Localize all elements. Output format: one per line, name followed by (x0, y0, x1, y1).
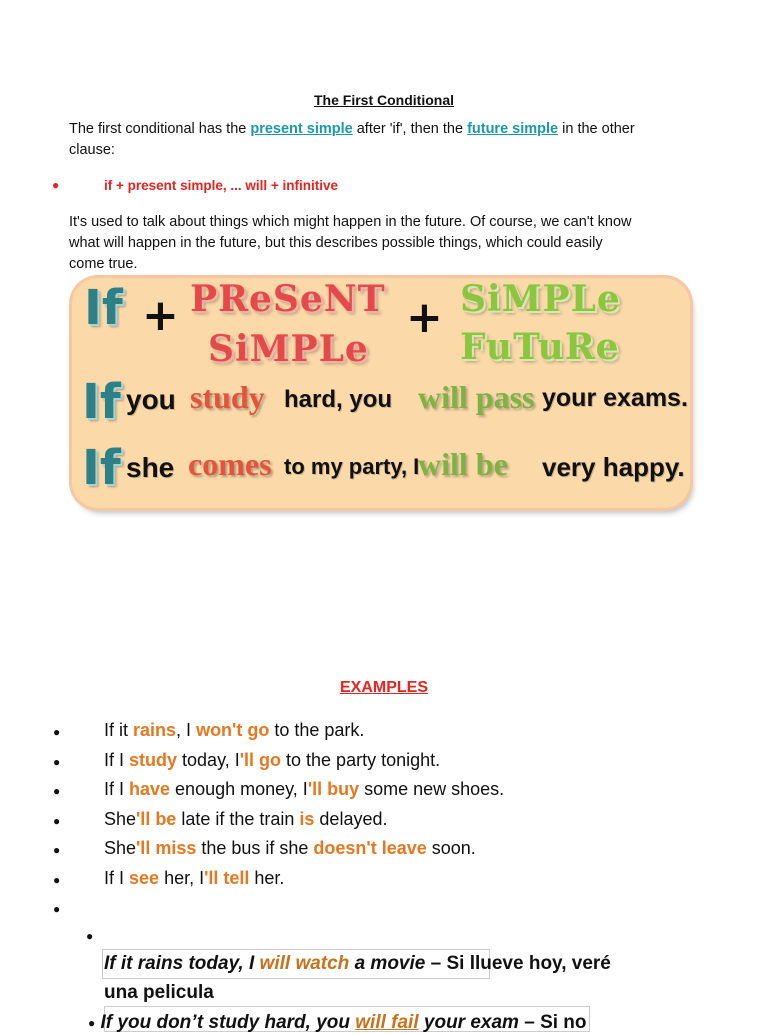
graphic-future: FuTuRe (460, 326, 620, 368)
example-line-3 (88, 1012, 587, 1034)
intro-line-1 (69, 119, 635, 140)
highlighted-verb: 'll buy (307, 779, 360, 799)
highlighted-verb: won't go (196, 720, 270, 740)
example-fragment: to the park. (269, 720, 365, 740)
page-title: The First Conditional (314, 92, 454, 108)
example-text (104, 868, 284, 889)
example-e: Si llueve hoy, veré (446, 953, 611, 974)
highlighted-verb: 'll tell (204, 868, 250, 888)
example-a: If it rains today, I (104, 953, 260, 974)
bullet-dot: ● (53, 784, 61, 798)
example-fragment: her, I (159, 868, 205, 888)
intro-text-c: in the other (558, 121, 635, 137)
highlighted-verb: is (299, 809, 315, 829)
usage-line-3: come true. (69, 256, 138, 272)
graphic-row2-a: she (126, 452, 175, 483)
present-simple-link[interactable]: present simple (250, 121, 353, 137)
bullet-dot: ● (53, 843, 61, 857)
example-text (104, 750, 440, 771)
graphic-present: PReSeNT (190, 278, 386, 320)
example-fragment: , I (176, 720, 197, 740)
nested-bullet: ● (86, 929, 94, 943)
example-b: will watch (259, 953, 350, 974)
example-fragment: She (104, 838, 137, 858)
highlighted-verb: rains (133, 720, 177, 740)
examples-heading: EXAMPLES (339, 679, 428, 696)
intro-text-a: The first conditional has the (69, 121, 251, 137)
example-row (0, 809, 768, 839)
example-fragment: She (104, 809, 137, 829)
example-fragment: If it (104, 720, 134, 740)
example-text (104, 838, 476, 859)
graphic-row2-b: comes (188, 446, 272, 482)
example-row (0, 838, 768, 868)
formula-text: if + present simple, ... will + infinitive (104, 178, 339, 193)
highlighted-verb: 'll go (239, 750, 282, 770)
graphic-row1-d: will pass (418, 379, 535, 415)
graphic-row2-e: very happy. (542, 452, 685, 482)
usage-line-1: It's used to talk about things which might happen in the future. Of course, we can't know (69, 214, 632, 230)
example-fragment: to the party tonight. (281, 750, 441, 770)
example-fragment: delayed. (314, 809, 388, 829)
graphic-row2-d: will be (418, 446, 508, 482)
graphic-simple-green: SiMPLe (460, 278, 621, 320)
bullet-dot: ● (53, 755, 61, 769)
example-text (104, 809, 387, 830)
example-fragment: her. (249, 868, 285, 888)
graphic-simple-red: SiMPLe (208, 328, 369, 370)
graphic-row1-e: your exams. (542, 384, 688, 412)
example-fragment: today, I (177, 750, 240, 770)
example-fragment: some new shoes. (359, 779, 505, 799)
future-simple-link[interactable]: future simple (467, 121, 559, 137)
example-fragment: enough money, I (170, 779, 308, 799)
graphic-row2-c: to my party, I (284, 454, 420, 479)
example-line-2: una pelicula (104, 982, 214, 1003)
example3-d: – Si no (518, 1012, 587, 1033)
usage-line-2: what will happen in the future, but this describes possible things, which could easily (69, 235, 603, 251)
example-row (0, 750, 768, 780)
example-fragment: If I (104, 750, 130, 770)
highlighted-verb: doesn't leave (313, 838, 427, 858)
example-text (104, 720, 364, 741)
example-3-bullet: ● (88, 1015, 96, 1030)
intro-text-b: after 'if', then the (352, 121, 468, 137)
bullet-dot: ● (53, 902, 61, 916)
graphic-row1-b: study (190, 379, 265, 415)
example-fragment: soon. (426, 838, 476, 858)
graphic-plus-2: + (406, 292, 443, 343)
highlighted-verb: have (129, 779, 171, 799)
graphic-row1-a: you (126, 384, 176, 415)
example-row (0, 720, 768, 750)
example-row (0, 779, 768, 809)
bullet-dot: ● (53, 814, 61, 828)
example3-a: If you don’t study hard, you (100, 1012, 356, 1033)
highlighted-verb: 'll miss (136, 838, 197, 858)
example3-c: your exam (418, 1012, 519, 1033)
example-c: a movie (349, 953, 426, 974)
example-line-1 (104, 953, 611, 975)
highlighted-verb: 'll be (136, 809, 177, 829)
example-row (0, 897, 768, 927)
graphic-if: If (84, 280, 123, 336)
example-fragment: late if the train (176, 809, 300, 829)
intro-line-2: clause: (69, 142, 115, 158)
first-conditional-graphic (72, 278, 690, 508)
graphic-row2-if: If (82, 440, 121, 496)
highlighted-verb: see (129, 868, 160, 888)
bullet-dot: ● (53, 725, 61, 739)
graphic-plus-1: + (142, 290, 179, 341)
formula-bullet: ● (52, 178, 60, 192)
highlighted-verb: study (129, 750, 178, 770)
example-text (104, 779, 504, 800)
example-fragment: the bus if she (196, 838, 314, 858)
example-d: – (425, 953, 447, 974)
bullet-dot: ● (53, 873, 61, 887)
example-fragment: If I (104, 868, 130, 888)
graphic-row1-c: hard, you (284, 386, 393, 413)
graphic-row1-if: If (82, 374, 121, 430)
example-fragment: If I (104, 779, 130, 799)
example3-b: will fail (355, 1012, 419, 1033)
example-row (0, 868, 768, 898)
